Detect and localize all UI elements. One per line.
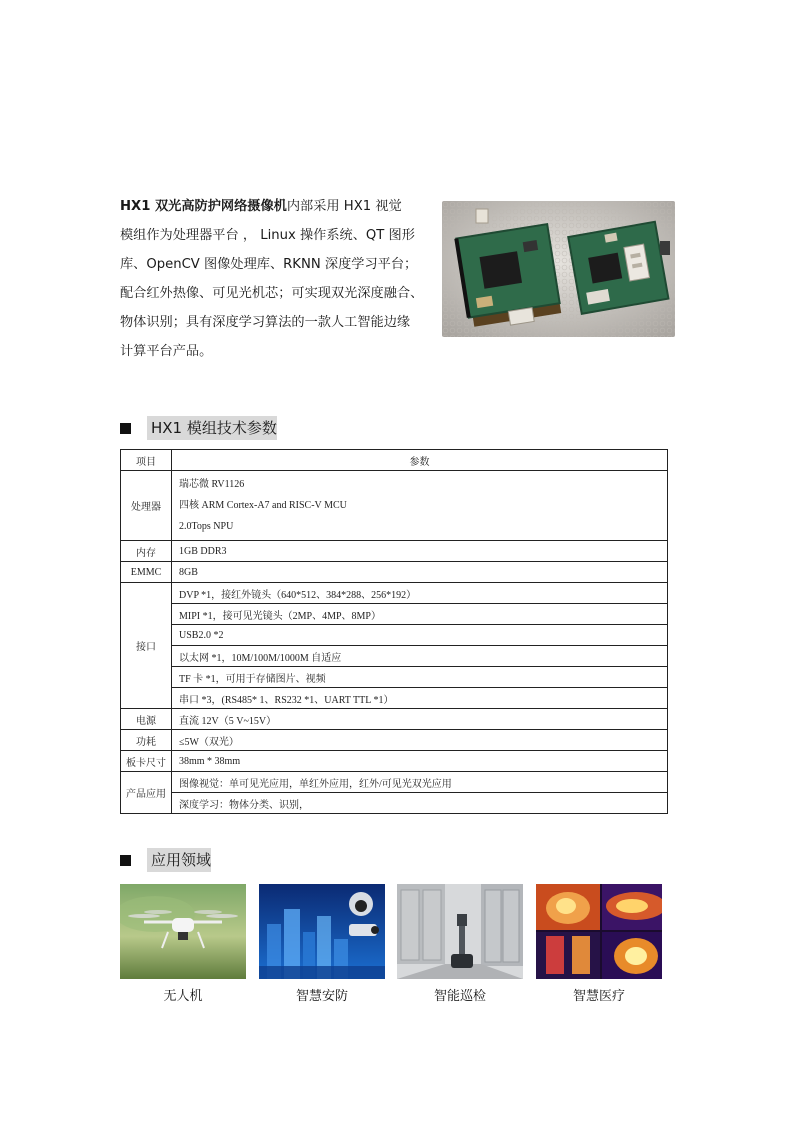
value-line: 2.0Tops NPU — [179, 521, 234, 532]
table-row — [121, 604, 668, 625]
spec-section-title: HX1 模组技术参数 — [147, 416, 277, 440]
row-value: 8GB — [172, 562, 668, 583]
table-row — [121, 793, 668, 814]
intro-line: 内部采用 HX1 视觉 — [286, 199, 402, 214]
thermal-medical-photo — [536, 884, 662, 979]
row-label: 电源 — [121, 709, 172, 730]
table-row — [121, 667, 668, 688]
value-line: 瑞芯微 RV1126 — [179, 479, 245, 490]
square-bullet-icon — [120, 423, 131, 434]
square-bullet-icon — [120, 855, 131, 866]
table-row — [121, 730, 668, 751]
row-value: 深度学习：物体分类、识别， — [172, 793, 668, 814]
row-label: 处理器 — [121, 471, 172, 541]
table-row — [121, 688, 668, 709]
product-name: HX1 双光高防护网络摄像机 — [120, 199, 287, 214]
spec-table — [120, 449, 668, 814]
row-value: DVP *1，接红外镜头（640*512、384*288、256*192） — [172, 583, 668, 604]
row-value: 图像视觉：单可见光应用，单红外应用，红外/可见光双光应用 — [172, 772, 668, 793]
intro-line: 库、OpenCV 图像处理库、RKNN 深度学习平台； — [120, 257, 418, 272]
circuit-board-photo — [442, 201, 675, 337]
table-row — [121, 583, 668, 604]
row-label: 产品应用 — [121, 772, 172, 814]
app-caption-drone: 无人机 — [163, 989, 203, 1004]
drone-photo — [120, 884, 246, 979]
row-value: 串口 *3，(RS485* 1、RS232 *1、UART TTL *1） — [172, 688, 668, 709]
table-row — [121, 625, 668, 646]
header-cell: 项目 — [121, 450, 172, 471]
table-row — [121, 751, 668, 772]
row-label: 板卡尺寸 — [121, 751, 172, 772]
value-line: 四核 ARM Cortex-A7 and RISC-V MCU — [179, 500, 347, 511]
row-label: 接口 — [121, 583, 172, 709]
apps-section-title: 应用领域 — [147, 848, 211, 872]
row-value: 1GB DDR3 — [172, 541, 668, 562]
app-caption-inspection: 智能巡检 — [433, 989, 486, 1004]
table-row — [121, 471, 668, 541]
row-value: 以太网 *1，10M/100M/1000M 自适应 — [172, 646, 668, 667]
spec-section-heading — [120, 416, 277, 440]
intro-line: 物体识别；具有深度学习算法的一款人工智能边缘 — [120, 315, 411, 330]
table-row — [121, 646, 668, 667]
security-city-photo — [259, 884, 385, 979]
table-row — [121, 772, 668, 793]
table-row — [121, 541, 668, 562]
intro-line: 模组作为处理器平台 ， Linux 操作系统、QT 图形 — [120, 228, 415, 243]
row-label: 内存 — [121, 541, 172, 562]
row-label: 功耗 — [121, 730, 172, 751]
app-caption-security: 智慧安防 — [295, 989, 348, 1004]
row-value — [172, 471, 668, 541]
intro-line: 计算平台产品。 — [120, 344, 213, 359]
row-value: 直流 12V（5 V~15V） — [172, 709, 668, 730]
row-label: EMMC — [121, 562, 172, 583]
app-caption-medical: 智慧医疗 — [572, 989, 625, 1004]
row-value: MIPI *1，接可见光镜头（2MP、4MP、8MP） — [172, 604, 668, 625]
row-value: ≤5W（双光） — [172, 730, 668, 751]
header-cell: 参数 — [172, 450, 668, 471]
intro-paragraph — [120, 192, 436, 366]
row-value: USB2.0 *2 — [172, 625, 668, 646]
row-value: 38mm * 38mm — [172, 751, 668, 772]
intro-line: 配合红外热像、可见光机芯；可实现双光深度融合、 — [120, 286, 424, 301]
table-row — [121, 562, 668, 583]
row-value: TF 卡 *1，可用于存储图片、视频 — [172, 667, 668, 688]
table-row — [121, 709, 668, 730]
inspection-robot-photo — [397, 884, 523, 979]
apps-section-heading — [120, 848, 211, 872]
table-header-row — [121, 450, 668, 471]
